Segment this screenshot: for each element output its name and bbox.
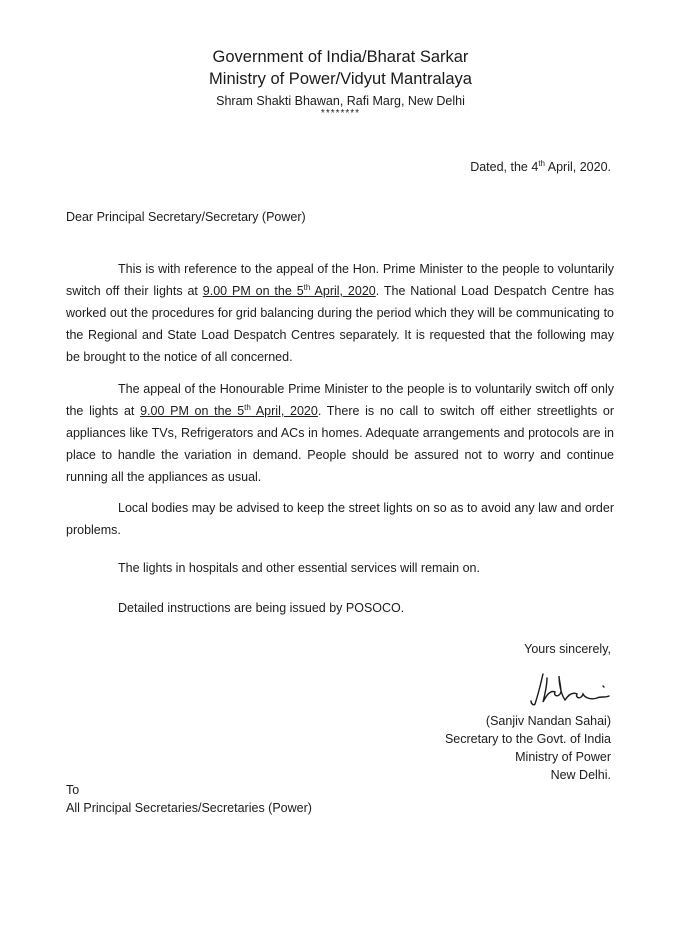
paragraph-3: Local bodies may be advised to keep the street lights on so as to avoid any law and order problems. <box>66 501 614 537</box>
salutation: Dear Principal Secretary/Secretary (Power) <box>66 210 306 224</box>
signatory-block <box>445 712 611 784</box>
underlined-datetime: 9.00 PM on the 5th April, 2020 <box>202 282 376 298</box>
paragraph-5: Detailed instructions are being issued by POSOCO. <box>118 601 405 615</box>
signatory-city: New Delhi. <box>550 768 611 782</box>
paragraph-4: The lights in hospitals and other essential services will remain on. <box>118 561 480 575</box>
paragraph-2: The appeal of the Honourable Prime Minister to the people is to voluntarily switch off only the lights at 9.00 PM on the 5th April, 2020. There is no call to switch off either streetlights or appliances like TVs, Refrigerators and ACs in homes. Adequate arrangements and protocols are in place to handle the variation in demand. People should be assured not to worry and continue running all the appliances as usual. <box>66 382 615 484</box>
paragraph-1: This is with reference to the appeal of the Hon. Prime Minister to the people to voluntarily switch off their lights at 9.00 PM on the 5th April, 2020. The National Load Despatch Centre has worked out the procedures for grid balancing during the period which they will be communicating to the Regional and State Load Despatch Centres separately. It is requested that the following may be brought to the notice of all concerned. <box>66 262 615 364</box>
header-ministry: Ministry of Power/Vidyut Mantralaya <box>209 70 472 88</box>
header-government: Government of India/Bharat Sarkar <box>212 48 469 66</box>
addressee: All Principal Secretaries/Secretaries (Power) <box>66 801 312 815</box>
signatory-name: (Sanjiv Nandan Sahai) <box>485 714 611 728</box>
header-address: Shram Shakti Bhawan, Rafi Marg, New Delhi <box>216 94 465 108</box>
closing: Yours sincerely, <box>524 642 611 656</box>
signature-icon <box>525 668 615 710</box>
letter-date: Dated, the 4th April, 2020. <box>470 158 611 174</box>
to-label: To <box>66 783 80 797</box>
signatory-ministry: Ministry of Power <box>515 750 611 764</box>
underlined-datetime: 9.00 PM on the 5th April, 2020 <box>140 402 318 418</box>
recipient-block <box>66 781 312 817</box>
header-separator: ******** <box>320 108 361 119</box>
signatory-title: Secretary to the Govt. of India <box>444 732 611 746</box>
